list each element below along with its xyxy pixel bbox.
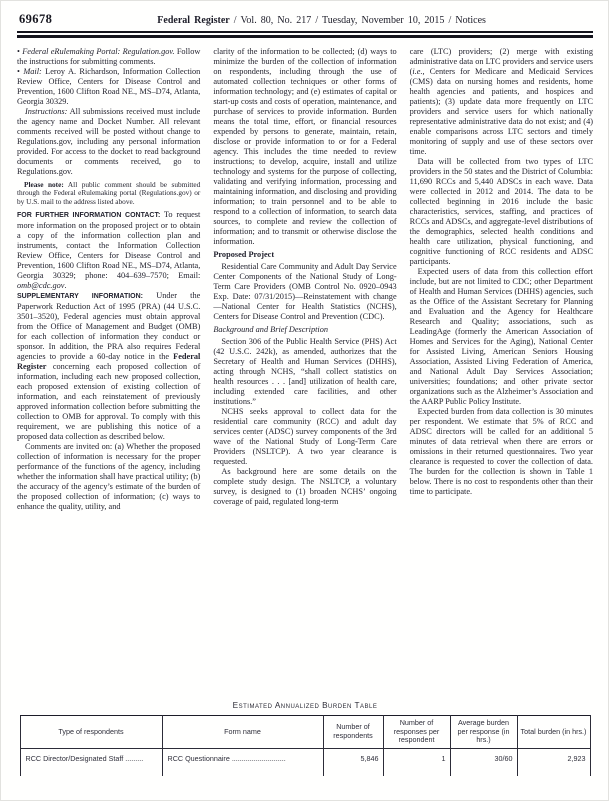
paragraph-supplementary-information [17, 291, 200, 442]
masthead-title [52, 15, 591, 26]
page-header [17, 12, 593, 27]
column-3 [410, 47, 593, 688]
cell-number-of-respondents: 5,846 [323, 748, 383, 776]
paragraph-text: Follow the instructions for submitting comments. [17, 47, 201, 66]
paragraph-mail [17, 67, 200, 107]
paragraph-instructions [17, 107, 200, 177]
cell-total-burden: 2,923 [517, 748, 590, 776]
paragraph-data-collection: Data will be collected from two types of LTC providers in the 50 states and the District of Columbia: 11,690 RCCs and 5,440 ADSCs in each wave. Data were collected in 2012 and 2014. The data to be collected beginning in 2016 include the basic characteristics, services, staffing, and practices of RCCs and ADSCs, and aggregate-level distributions of the demographics, selected health conditions and health care utilization, physical functioning, and cognitive functioning of RCC residents and ADSC participants. [409, 157, 593, 266]
header-cell-form-name: Form name [162, 716, 323, 749]
bullet-icon: • [17, 47, 23, 56]
masthead-rule-thin [17, 31, 593, 33]
paragraph-please-note [17, 181, 200, 207]
table-header-row [20, 716, 590, 749]
federal-register-bold: Federal Register [17, 351, 201, 371]
section-heading-proposed-project: Proposed Project [213, 250, 275, 259]
column-1 [17, 47, 200, 688]
agency-heading: SUPPLEMENTARY INFORMATION: [17, 292, 143, 300]
agency-heading: FOR FURTHER INFORMATION CONTACT: [17, 211, 161, 219]
bullet-icon: • [17, 67, 24, 76]
paragraph-expected-burden: Expected burden from data collection is 30 minutes per respondent. We estimate that 5% of RCC and ADSC directors will be called for an additional 5 minutes of data retrieval when there are errors or omissions in their returned questionnaires. Two year clearance is requested to cover the collection of data. The burden for the collection is shown in Table 1 below. There is no cost to respondents other than their time to participate. [409, 407, 593, 496]
paragraph-ltc-goals [410, 47, 593, 157]
paragraph-project-title: Residential Care Community and Adult Day Service Center Components of the National Study of Long-Term Care Providers (OMB Control No. 0920–0943 Exp. Date: 07/31/2015)—Reinstatement with change—National Center for Health Statistics (NCHS), Centers for Disease Control and Prevention (CDC). [213, 262, 397, 321]
masthead-title-bold: Federal Register [157, 15, 230, 26]
paragraph-lead: Federal eRulemaking Portal: Regulation.gov. [22, 47, 175, 56]
paragraph-study-design: As background here are some details on the complete study design. The NSLTCP, a voluntary survey, is designed to (1) broaden NCHS’ ongoing coverage of paid, regulated long-term [213, 467, 397, 506]
paragraph-section-306: Section 306 of the Public Health Service (PHS) Act (42 U.S.C. 242k), as amended, authorizes that the Secretary of Health and Human Services (DHHS), acting through NCHS, “shall collect statistics on health resources . . . [and] utilization of health care, including extended care facilities, and other institutions.” [213, 337, 397, 406]
header-cell-responses-per-respondent: Number of responses per respondent [383, 716, 450, 749]
paragraph-nchs-approval: NCHS seeks approval to collect data for the residential care community (RCC) and adult day services center (ADSC) survey components of the 3rd wave of the National Study of Long-Term Care Providers (NSLTCP). A two year clearance is requested. [213, 407, 397, 466]
paragraph-lead: Mail: [23, 67, 42, 76]
paragraph-text: Under the Paperwork Reduction Act of 1995 (PRA) (44 U.S.C. 3501–3520), Federal agencies must obtain approval from the Office of Management and Budget (OMB) for each collection of information they conduct or sponsor. In addition, the PRA also requires Federal agencies to provide a 60-day notice in the [17, 290, 201, 361]
paragraph-lead: Instructions: [25, 107, 68, 116]
cell-form-name: RCC Questionnaire ........................... [162, 748, 323, 776]
column-2 [213, 47, 396, 688]
paragraph-lead: Please note: [24, 179, 64, 189]
header-cell-number-of-respondents: Number of respondents [323, 716, 383, 749]
paragraph-expected-users: Expected users of data from this collection effort include, but are not limited to CDC; other Department of Health and Human Services (DHHS) agencies, such as the Office of the Assistant Secretary for Planning and Evaluation and the Agency for Healthcare Research and Quality; associations, such as LeadingAge (formerly the American Association of Homes and Services for the Aging), National Center for Assisted Living, American Seniors Housing Association, Assisted Living Federation of America, and National Adult Day Services Association; universities; foundations; and other private sector organizations such as the Alzheimer’s Association and the AARP Public Policy Institute. [409, 267, 593, 406]
paragraph-text: . [64, 280, 67, 290]
cell-respondent-type: RCC Director/Designated Staff ......... [20, 748, 162, 776]
paragraph-text: All public comment should be submitted through the Federal eRulemaking portal (Regulations.gov) or by U.S. mail to the address listed above. [17, 179, 201, 206]
paragraph-text: concerning each proposed collection of information, including each new proposed collection, each proposed extension of existing collection of information, and each reinstatement of previously approved information collection before submitting the collection to OMB for approval. To comply with this requirement, we are publishing this notice of a proposed data collection as described below. [17, 361, 201, 441]
paragraph-comments-invited: Comments are invited on: (a) Whether the proposed collection of information is necessary for the proper performance of the functions of the agency, including whether the information shall have practical utility; (b) the accuracy of the agency’s estimate of the burden of the proposed collection of information; (c) ways to enhance the quality, utility, and [17, 441, 201, 511]
header-cell-average-burden: Average burden per response (in hrs.) [450, 716, 517, 749]
section-heading-background: Background and Brief Description [213, 325, 329, 334]
header-cell-total-burden: Total burden (in hrs.) [517, 716, 590, 749]
cell-average-burden: 30/60 [450, 748, 517, 776]
paragraph-continuation: clarity of the information to be collected; (d) ways to minimize the burden of the collection of information on respondents, including through the use of automated collection techniques or other forms of information technology; and (e) estimates of capital or start-up costs and costs of operation, maintenance, and purchase of services to provide information. Burden means the total time, effort, or financial resources expended by persons to generate, maintain, retain, disclose or provide information to or for a Federal agency. This includes the time needed to review instructions; to develop, acquire, install and utilize technology and systems for the purpose of collecting, validating and verifying information, processing and maintaining information, and disclosing and providing information; to train personnel and to be able to respond to a collection of information, to search data sources, to complete and review the collection of information; and to transmit or otherwise disclose the information. [213, 47, 397, 246]
email-text: omb@cdc.gov [17, 280, 65, 290]
article-columns [17, 47, 593, 688]
paragraph-text: Centers for Medicare and Medicaid Services (CMS) data on nursing homes and residents, home health agencies and patients, and hospices and patients); (3) update data more frequently on LTC providers and service users for which nationally representative administrative data do not exist; and (4) enable comparisons across LTC sectors and timely monitoring of supply and use of these sectors over time. [409, 67, 593, 156]
paragraph-text: care (LTC) providers; (2) merge with existing administrative data on LTC providers and service users ( [409, 47, 593, 76]
cell-responses-per-respondent: 1 [383, 748, 450, 776]
burden-table [20, 715, 591, 776]
page-number: 69678 [19, 12, 53, 26]
paragraph-further-information [17, 210, 200, 291]
paragraph-erulemaking [17, 47, 200, 67]
paragraph-text: To request more information on the proposed project or to obtain a copy of the information collection plan and instruments, contact the Information Collection Review Office, Centers for Disease Control and Prevention, 1600 Clifton Road NE., MS–D74, Atlanta, Georgia 30329; phone: 404–639–7570; Email: [17, 209, 201, 280]
header-cell-type-of-respondents: Type of respondents [20, 716, 162, 749]
paragraph-text: All submissions received must include the agency name and Docket Number. All relevant comments received will be posted without change to Regulations.gov, including any personal information provided. For access to the docket to read background documents or comments received, go to Regulations.gov. [17, 107, 201, 176]
paragraph-text: Leroy A. Richardson, Information Collection Review Office, Centers for Disease Control and Prevention, 1600 Clifton Road NE., MS–D74, Atlanta, Georgia 30329. [17, 67, 201, 106]
masthead-rule-thick [17, 35, 593, 39]
table-row [20, 748, 590, 776]
burden-table-caption: Estimated Annualized Burden Table [232, 701, 378, 710]
paragraph-italic: i.e., [412, 67, 425, 76]
masthead-title-rest: / Vol. 80, No. 217 / Tuesday, November 10, 2015 / Notices [229, 15, 486, 26]
